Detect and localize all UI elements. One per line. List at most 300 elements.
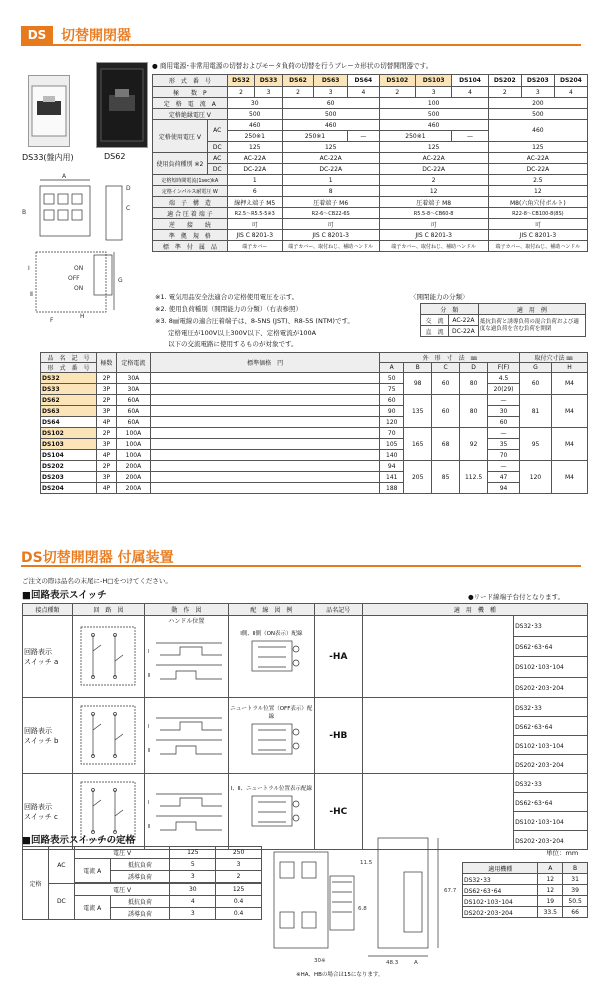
unit-b: 66 [563,907,588,918]
page-title: 切替開閉器 [61,28,131,44]
dims-col-h: H [551,363,587,373]
dims-row [41,428,588,439]
dims-model: DS103 [41,439,97,450]
spec-insulation-1: 500 [282,109,379,120]
dims-g: 60 [520,373,552,395]
spec-poles-6: 3 [415,87,451,98]
dim-label-off: OFF [68,275,80,282]
dim-label-on: ON [74,265,84,272]
switch-h-models: 適 用 機 種 [362,604,587,616]
dims-row [41,461,588,472]
switch-action-diagram [144,698,228,774]
dims-current: 100A [116,450,150,461]
svg-text:Ⅱ: Ⅱ [148,673,151,679]
rating-table [22,846,262,920]
mount-dim-115: 11.5 [360,860,373,866]
dims-f: 60 [488,417,520,428]
spec-table [152,74,588,252]
dims-h-form: 形 式 番 号 [41,363,97,373]
unit-a: 33.5 [538,907,563,918]
dim-label-h: H [80,313,85,320]
spec-voltage-dc: DC [207,142,227,153]
spec-current-1: 60 [282,98,379,109]
unit-row [463,885,588,896]
switch-circuit-diagram [72,616,144,698]
switch-model: DS62･63･64 [514,717,588,736]
switch-code: -HB [314,698,362,774]
dims-h: M4 [551,395,587,428]
dim-label-g: G [118,277,123,284]
rating-dc-v-0: 30 [170,884,216,896]
switch-model: DS32･33 [514,616,588,637]
spec-model-4: DS64 [348,75,379,87]
switch-model: DS32･33 [514,774,588,793]
dims-poles: 3P [96,384,116,395]
dims-f: — [488,428,520,439]
switch-wiring-label: Ⅰ側、Ⅱ側（ON表示）配線 [240,630,303,637]
switch-name [23,616,73,698]
spec-ac250-1: 250※1 [282,131,347,142]
spec-ac250-3: 250※1 [379,131,452,142]
switch-model: DS202･203･204 [514,755,588,774]
rating-ac-i-1: 2 [216,871,262,883]
switch-note-blank [362,698,513,774]
spec-reverse-0: 可 [227,219,282,230]
switch-name-line2: スイッチ c [24,812,58,821]
note-1: ※1. 電気用品安全法適合の定格使用電圧を示す。 [155,293,299,301]
dims-h-price: 標準価格 円 [150,353,379,373]
dims-d: 80 [460,395,488,428]
dims-col-b: B [404,363,432,373]
dims-price [150,483,379,494]
spec-category-label: 使用負荷種別 ※2 [153,153,208,175]
dims-current: 60A [116,406,150,417]
switch-table [22,603,588,850]
mount-dim-68: 6.8 [358,906,367,912]
note-5: 以下の交流電路に使用するものが対象です。 [168,340,298,348]
dims-current: 30A [116,384,150,395]
spec-insulation-label: 定格絶縁電圧 V [153,109,228,120]
switch-circuit-diagram [72,698,144,774]
spec-standard-0: JIS C 8201-3 [227,230,282,241]
spec-catdc-2: DC-22A [379,164,488,175]
unit-a: 12 [538,874,563,885]
unit-h-b: B [563,863,588,874]
dims-g: 95 [520,428,552,461]
spec-crimp-1: R2-6〜CB22-6S [282,208,379,219]
dims-a: 105 [380,439,404,450]
dims-h: M4 [551,373,587,395]
dims-f: 35 [488,439,520,450]
intro-text: ● 商用電源･非常用電源の切替およびモータ負荷の切替を行うブレーカ形状の切替開閉器です。 [152,62,433,70]
order-note: ご注文の際は品名の末尾に-H□をつけてください。 [22,577,172,585]
spec-accessory-label: 標 準 付 属 品 [153,241,228,252]
rating-dc-current-label: 電流 A [74,896,110,920]
dims-poles: 4P [96,450,116,461]
spec-model-6: DS103 [415,75,451,87]
dims-h-outer: 外 形 寸 法 ㎜ [380,353,520,363]
dim-label-f: F [50,317,54,324]
dim-label-on2: ON [74,285,84,292]
dims-model: DS204 [41,483,97,494]
svg-text:Ⅱ: Ⅱ [148,823,151,830]
switch-wiring-example [228,616,314,698]
spec-poles-8: 2 [488,87,521,98]
dims-model: DS64 [41,417,97,428]
dims-poles: 2P [96,461,116,472]
switch-note-blank [362,616,513,698]
drawing-note: ※HA、HBの場合は15になります。 [296,972,384,978]
spec-standard-2: JIS C 8201-3 [379,230,488,241]
spec-poles-5: 2 [379,87,415,98]
spec-accessory-1: 端子カバー、取付ねじ、補助ハンドル [282,241,379,252]
spec-poles-label: 極 数 P [153,87,228,98]
spec-poles-1: 3 [255,87,283,98]
dim-label-c: C [126,205,131,212]
note-2: ※2. 使用負荷種別（開閉能力の分類）（右表参照） [155,305,302,313]
unit-h-model: 適用機種 [463,863,538,874]
rating-dc-resist: 抵抗負荷 [110,896,170,908]
dims-poles: 4P [96,417,116,428]
spec-crimp-3: R22-8〜CB100-8(8S) [488,208,587,219]
spec-impulse-3: 12 [488,186,587,197]
outline-drawing [20,170,150,325]
spec-current-3: 200 [488,98,587,109]
rating-dc-induct: 誘導負荷 [110,908,170,920]
dims-row [41,439,588,450]
spec-poles-7: 4 [452,87,488,98]
section2-header [21,545,581,567]
dims-c: 85 [432,461,460,494]
spec-standard-label: 準 拠 規 格 [153,230,228,241]
switch-name-line2: スイッチ a [24,657,59,666]
spec-model-2: DS62 [282,75,313,87]
mount-dim-30: 30※ [314,958,326,964]
dims-table [40,352,588,494]
spec-model-7: DS104 [452,75,488,87]
unit-h-a: A [538,863,563,874]
dims-current: 200A [116,483,150,494]
spec-crimp-label: 適 合 圧 着 端 子 [153,208,228,219]
mount-dim-483: 48.3 [386,960,399,966]
dims-a: 141 [380,472,404,483]
spec-model-10: DS204 [554,75,587,87]
dims-poles: 2P [96,395,116,406]
section2-title: DS切替開閉器 付属装置 [21,550,174,566]
dims-a: 188 [380,483,404,494]
spec-category-ac: AC [207,153,227,164]
switch-wiring-label: ニュートラル位置（OFF表示）配線 [230,705,313,720]
spec-poles-10: 4 [554,87,587,98]
dims-col-g: G [520,363,552,373]
spec-ac460-2: 460 [379,120,488,131]
switch-wiring-label: Ⅰ、Ⅱ、ニュートラル位置表示配線 [230,785,312,792]
rating-ac-voltage-label: 電圧 V [74,847,170,859]
dims-current: 30A [116,373,150,384]
capacity-h-class: 分 類 [421,304,479,315]
dims-h: M4 [551,461,587,494]
dim-label-d: D [126,185,131,192]
unit-row [463,874,588,885]
spec-model-1: DS33 [255,75,283,87]
switch-model: DS102･103･104 [514,812,588,831]
dims-c: 68 [432,428,460,461]
spec-crimp-0: R2.5〜R5.5-5※3 [227,208,282,219]
dims-current: 100A [116,428,150,439]
rating-dc-r-1: 0.4 [216,896,262,908]
dims-a: 94 [380,461,404,472]
dims-f: 20(29) [488,384,520,395]
switch-h-code: 品名記号 [314,604,362,616]
spec-poles-2: 2 [282,87,313,98]
dims-h: M4 [551,428,587,461]
dims-h-mount: 取付穴寸法 ㎜ [520,353,588,363]
dims-a: 90 [380,406,404,417]
subheading-switch: ■ 回路表示スイッチ [22,587,107,601]
spec-reverse-label: 逆 接 続 [153,219,228,230]
dims-b: 98 [404,373,432,395]
unit-b: 50.5 [563,896,588,907]
note-3: ※3. 8㎟電線の適合圧着端子は、8-5NS (JST)、R8-5S (NTM)です。 [155,317,354,325]
unit-a: 12 [538,885,563,896]
unit-m: DS62･63･64 [463,885,538,896]
dims-g: 81 [520,395,552,428]
svg-text:Ⅰ: Ⅰ [148,723,150,730]
dims-price [150,417,379,428]
dims-col-c: C [432,363,460,373]
switch-model: DS62･63･64 [514,636,588,657]
capacity-table [420,303,586,337]
rating-ac-resist: 抵抗負荷 [110,859,170,871]
dims-price [150,450,379,461]
dims-c: 60 [432,373,460,395]
spec-terminal-1: 圧着端子 M6 [282,197,379,208]
rating-ac-current-label: 電流 A [74,859,110,883]
svg-text:Ⅰ: Ⅰ [148,799,150,806]
switch-h-action: 動 作 図 [144,604,228,616]
photo-caption-ds33: DS33(盤内用) [22,153,74,162]
dims-current: 200A [116,472,150,483]
dims-model: DS63 [41,406,97,417]
spec-catdc-1: DC-22A [282,164,379,175]
spec-terminal-0: 線押え端子 M5 [227,197,282,208]
dims-f: 30 [488,406,520,417]
unit-row [463,907,588,918]
dims-f: — [488,461,520,472]
svg-text:Ⅰ: Ⅰ [148,649,150,655]
spec-model-3: DS63 [314,75,348,87]
rating-dc-r-0: 4 [170,896,216,908]
dims-col-d: D [460,363,488,373]
switch-wiring-example [228,698,314,774]
dims-price [150,395,379,406]
spec-ac250-4: — [452,131,488,142]
dim-label-ii: Ⅱ [30,291,33,298]
spec-impulse-0: 6 [227,186,282,197]
dims-model: DS32 [41,373,97,384]
dims-model: DS62 [41,395,97,406]
switch-row [23,698,588,717]
switch-code: -HC [314,774,362,850]
rating-ac-v-0: 125 [170,847,216,859]
lead-note: ●リード線端子台付となります。 [468,593,565,601]
spec-terminal-label: 端 子 構 造 [153,197,228,208]
switch-h-wiring: 配 線 図 例 [228,604,314,616]
spec-reverse-1: 可 [282,219,379,230]
unit-row [463,896,588,907]
dims-f: 94 [488,483,520,494]
spec-model-5: DS102 [379,75,415,87]
switch-model: DS102･103･104 [514,657,588,678]
switch-model: DS62･63･64 [514,793,588,812]
spec-terminal-3: M8(六角穴付ボルト) [488,197,587,208]
dims-b: 135 [404,395,432,428]
spec-catac-2: AC-22A [379,153,488,164]
dims-model: DS33 [41,384,97,395]
spec-insulation-2: 500 [379,109,488,120]
unit-label: 単位：mm [546,849,579,857]
dims-h-poles: 極数 [96,353,116,373]
spec-accessory-0: 端子カバー [227,241,282,252]
switch-code: -HA [314,616,362,698]
dims-h-model: 品 名 記 号 [41,353,97,363]
dim-label-a: A [62,173,67,180]
switch-name-line1: 回路表示 [24,802,52,811]
dims-price [150,384,379,395]
dims-b: 165 [404,428,432,461]
dims-row [41,417,588,428]
spec-standard-1: JIS C 8201-3 [282,230,379,241]
section-header [21,24,581,46]
spec-model-label: 形 式 番 号 [153,75,228,87]
dims-row [41,472,588,483]
spec-ac250-2: — [348,131,379,142]
capacity-example: 抵抗負荷と誘導負荷の混合負荷および適度な過負荷を含む負荷を開閉 [478,315,585,337]
rating-ac-r-0: 5 [170,859,216,871]
dims-c: 60 [432,395,460,428]
dims-price [150,406,379,417]
spec-current-label: 定 格 電 流 A [153,98,228,109]
spec-accessory-2: 端子カバー、取付ねじ、補助ハンドル [379,241,488,252]
dims-f: 47 [488,472,520,483]
spec-ac460-1: 460 [282,120,379,131]
dims-current: 100A [116,439,150,450]
spec-terminal-2: 圧着端子 M8 [379,197,488,208]
unit-m: DS102･103･104 [463,896,538,907]
photo-caption-ds62: DS62 [104,152,126,161]
spec-shorttime-1: 1 [282,175,379,186]
dims-a: 50 [380,373,404,384]
rating-ac-i-0: 3 [170,871,216,883]
dim-label-i: Ⅰ [28,265,30,272]
spec-impulse-2: 12 [379,186,488,197]
dims-poles: 3P [96,406,116,417]
switch-h-circuit: 回 路 図 [72,604,144,616]
spec-ac460-0: 460 [227,120,282,131]
rating-dc-i-0: 3 [170,908,216,920]
switch-row [23,616,588,637]
switch-model: DS32･33 [514,698,588,717]
dims-row [41,373,588,384]
spec-catdc-3: DC-22A [488,164,587,175]
dims-f: — [488,395,520,406]
switch-model: DS202･203･204 [514,831,588,850]
spec-insulation-3: 500 [488,109,587,120]
dims-row [41,384,588,395]
spec-accessory-3: 端子カバー、取付ねじ、補助ハンドル [488,241,587,252]
switch-action-diagram [144,616,228,698]
dims-poles: 3P [96,439,116,450]
capacity-code-ac: AC-22A [448,315,478,326]
dims-a: 140 [380,450,404,461]
spec-reverse-2: 可 [379,219,488,230]
dims-price [150,439,379,450]
dims-poles: 4P [96,483,116,494]
dims-row [41,395,588,406]
dims-row [41,450,588,461]
dims-d: 92 [460,428,488,461]
switch-name-line1: 回路表示 [24,647,52,656]
capacity-type-ac: 交 流 [421,315,449,326]
rating-dc-voltage-label: 電圧 V [74,884,170,896]
spec-shorttime-label: 定格短時間電流(1sec)kA [153,175,228,186]
unit-m: DS202･203･204 [463,907,538,918]
spec-model-0: DS32 [227,75,255,87]
unit-b: 39 [563,885,588,896]
rating-dc-i-1: 0.4 [216,908,262,920]
mount-dim-a: A [414,960,418,966]
spec-ac460-3: 460 [488,120,587,142]
spec-dc125-0: 125 [227,142,282,153]
dims-a: 75 [380,384,404,395]
dims-price [150,373,379,384]
spec-dc125-1: 125 [282,142,379,153]
switch-row [23,774,588,793]
switch-model: DS202･203･204 [514,677,588,698]
dims-a: 120 [380,417,404,428]
spec-poles-3: 3 [314,87,348,98]
dims-h-current: 定格電流 [116,353,150,373]
dims-d: 80 [460,373,488,395]
spec-dc125-2: 125 [379,142,488,153]
dims-b: 205 [404,461,432,494]
spec-crimp-2: R5.5-8〜CB60-8 [379,208,488,219]
dims-model: DS202 [41,461,97,472]
switch-handle-label: ハンドル位置 [168,618,205,625]
unit-table [462,862,588,918]
switch-model: DS102･103･104 [514,736,588,755]
dims-model: DS203 [41,472,97,483]
spec-standard-3: JIS C 8201-3 [488,230,587,241]
spec-catac-0: AC-22A [227,153,282,164]
switch-name-line2: スイッチ b [24,736,59,745]
switch-action-diagram [144,774,228,850]
capacity-h-example: 適 用 例 [478,304,585,315]
spec-voltage-ac: AC [207,120,227,142]
subheading-rating: ■ 回路表示スイッチの定格 [22,832,135,846]
dims-model: DS104 [41,450,97,461]
capacity-title: 〈開閉能力の分類〉 [410,293,469,301]
mount-drawing [268,832,458,980]
switch-name-line1: 回路表示 [24,726,52,735]
svg-text:Ⅱ: Ⅱ [148,747,151,754]
capacity-type-dc: 直 流 [421,326,449,337]
spec-category-dc: DC [207,164,227,175]
rating-dc-label: DC [48,884,74,920]
dims-current: 60A [116,417,150,428]
mount-dim-677: 67.7 [444,888,457,894]
spec-insulation-0: 500 [227,109,282,120]
